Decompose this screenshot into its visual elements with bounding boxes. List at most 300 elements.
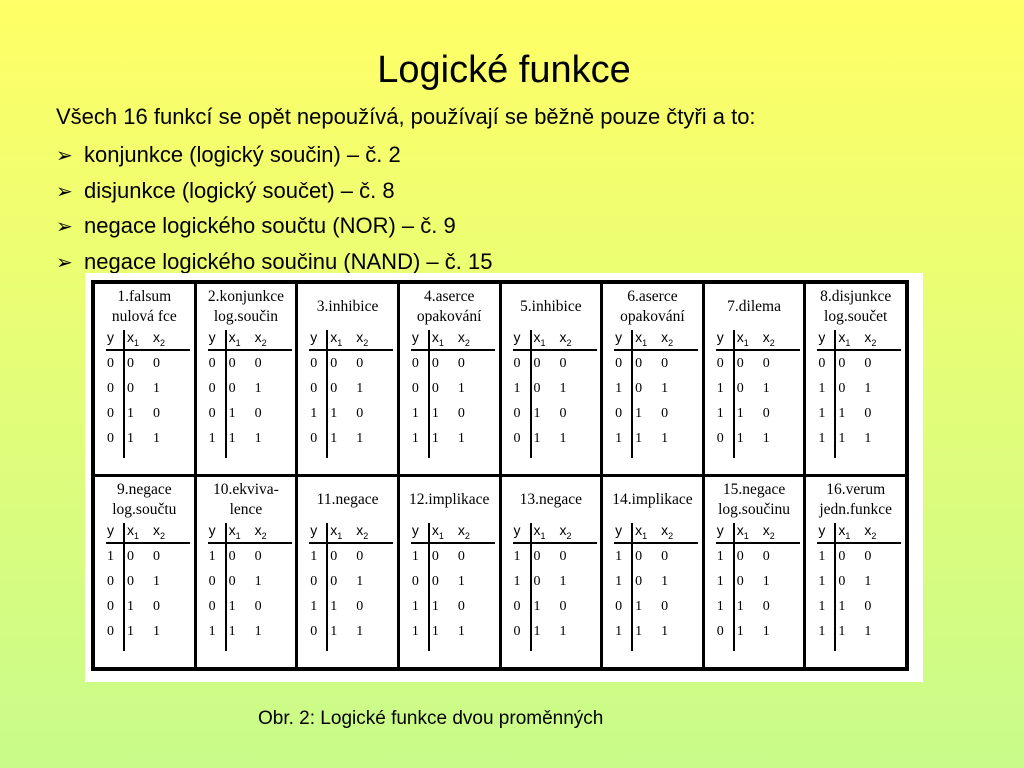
- input-value: 1: [127, 599, 134, 614]
- input-value: 0: [356, 549, 364, 564]
- variable-letter: x: [533, 329, 541, 345]
- input-value: 1: [153, 624, 160, 639]
- function-cell: [806, 284, 905, 474]
- input-value: 1: [254, 381, 262, 396]
- variable-letter: x: [864, 329, 872, 345]
- input-value: 1: [356, 624, 364, 639]
- function-label: [95, 286, 194, 328]
- variable-letter: x: [330, 329, 338, 345]
- function-cell: [400, 477, 499, 667]
- variable-subscript: 1: [743, 530, 749, 541]
- input-value: 1: [127, 406, 134, 421]
- header-rule: [716, 542, 800, 544]
- column-header-x2: [153, 522, 165, 541]
- input-value: 1: [533, 624, 541, 639]
- bullet-item: [56, 174, 492, 210]
- bullet-text: konjunkce (logický součin) – č. 2: [84, 142, 401, 167]
- input-value: 1: [228, 599, 236, 614]
- input-value: 0: [127, 574, 134, 589]
- truth-table-figure: [85, 273, 923, 682]
- output-value: 1: [818, 431, 826, 446]
- variable-letter: x: [153, 522, 160, 538]
- input-value: 1: [330, 406, 338, 421]
- header-rule: [106, 542, 190, 544]
- output-value: 0: [107, 381, 114, 396]
- column-divider: [834, 330, 836, 458]
- input-value: 1: [635, 624, 643, 639]
- output-value: 0: [615, 599, 623, 614]
- header-rule: [513, 542, 597, 544]
- output-value: 0: [107, 574, 114, 589]
- column-divider: [530, 523, 532, 651]
- output-value: 0: [615, 356, 623, 371]
- function-label-line: 6.aserce: [627, 288, 678, 305]
- function-cell: [298, 477, 397, 667]
- input-value: 1: [228, 431, 236, 446]
- output-value: 0: [411, 381, 419, 396]
- header-rule: [817, 349, 901, 351]
- variable-subscript: 2: [769, 337, 775, 348]
- output-value: 0: [310, 431, 318, 446]
- variable-subscript: 2: [668, 530, 674, 541]
- input-value: 0: [254, 406, 262, 421]
- input-value: 0: [431, 381, 439, 396]
- variable-letter: x: [457, 329, 465, 345]
- arrow-bullet-icon: ➢: [56, 145, 73, 167]
- function-cell: [705, 284, 804, 474]
- header-rule: [208, 542, 292, 544]
- column-header-x1: [534, 522, 546, 541]
- input-value: 1: [457, 431, 465, 446]
- input-value: 0: [559, 356, 567, 371]
- variable-letter: x: [635, 522, 643, 538]
- output-value: 0: [107, 356, 114, 371]
- input-value: 1: [635, 599, 643, 614]
- input-value: 0: [864, 599, 872, 614]
- function-label-line: log.součin: [213, 308, 279, 325]
- function-label-line: opakování: [620, 308, 685, 325]
- input-value: 0: [153, 406, 160, 421]
- input-value: 0: [736, 574, 744, 589]
- arrow-bullet-icon: ➢: [56, 216, 73, 238]
- input-value: 0: [330, 356, 338, 371]
- variable-subscript: 2: [261, 530, 267, 541]
- input-value: 0: [254, 599, 262, 614]
- input-value: 1: [457, 574, 465, 589]
- input-value: 0: [864, 406, 872, 421]
- bullet-list: [56, 138, 492, 280]
- input-value: 0: [533, 381, 541, 396]
- output-value: 0: [716, 624, 724, 639]
- column-header-y: y: [615, 522, 623, 538]
- input-value: 0: [356, 599, 364, 614]
- function-label: [400, 286, 499, 328]
- variable-letter: x: [228, 522, 236, 538]
- input-value: 0: [153, 549, 160, 564]
- output-value: 1: [716, 574, 724, 589]
- output-value: 0: [716, 431, 724, 446]
- output-value: 1: [208, 431, 216, 446]
- function-cell: [400, 284, 499, 474]
- input-value: 1: [661, 574, 669, 589]
- column-header-y: y: [818, 329, 826, 345]
- arrow-bullet-icon: ➢: [56, 251, 73, 274]
- header-rule: [614, 542, 698, 544]
- input-value: 1: [661, 431, 669, 446]
- column-header-x2: [661, 329, 673, 348]
- function-label-line: 12.implikace: [408, 491, 490, 508]
- input-value: 1: [559, 381, 567, 396]
- function-label-line: 14.implikace: [612, 491, 693, 508]
- function-label-line: 2.konjunkce: [207, 288, 285, 305]
- input-value: 1: [431, 599, 439, 614]
- output-value: 0: [411, 356, 419, 371]
- column-header-x2: [458, 522, 470, 541]
- input-value: 0: [736, 549, 744, 564]
- output-value: 0: [310, 356, 318, 371]
- input-value: 0: [864, 356, 872, 371]
- input-value: 0: [635, 356, 643, 371]
- input-value: 1: [457, 624, 465, 639]
- output-value: 1: [615, 381, 623, 396]
- column-header-y: y: [411, 329, 419, 345]
- input-value: 0: [762, 406, 770, 421]
- output-value: 0: [513, 406, 521, 421]
- variable-subscript: 1: [134, 337, 140, 348]
- function-label-line: 13.negace: [519, 491, 583, 508]
- variable-letter: x: [635, 329, 643, 345]
- variable-subscript: 1: [438, 337, 444, 348]
- input-value: 1: [762, 431, 770, 446]
- input-value: 1: [838, 406, 846, 421]
- input-value: 1: [228, 624, 236, 639]
- column-header-y: y: [310, 522, 318, 538]
- output-value: 1: [411, 549, 419, 564]
- output-value: 0: [513, 431, 521, 446]
- input-value: 0: [457, 406, 465, 421]
- variable-subscript: 2: [363, 530, 369, 541]
- output-value: 1: [411, 406, 419, 421]
- output-value: 1: [615, 431, 623, 446]
- variable-letter: x: [254, 522, 262, 538]
- function-label-line: 8.disjunkce: [820, 288, 892, 305]
- function-cell: [298, 284, 397, 474]
- input-value: 0: [838, 549, 846, 564]
- variable-subscript: 2: [261, 337, 267, 348]
- column-divider: [631, 330, 633, 458]
- variable-letter: x: [736, 522, 744, 538]
- column-header-x1: [229, 329, 241, 348]
- function-label: [502, 479, 601, 521]
- output-value: 1: [208, 549, 216, 564]
- output-value: 0: [716, 356, 724, 371]
- column-header-y: y: [310, 329, 318, 345]
- variable-subscript: 1: [743, 337, 749, 348]
- column-header-x1: [330, 329, 342, 348]
- input-value: 1: [661, 624, 669, 639]
- function-label-line: 7.dilema: [727, 298, 781, 315]
- function-label: [95, 479, 194, 521]
- input-value: 0: [153, 356, 160, 371]
- column-header-x2: [255, 522, 267, 541]
- header-rule: [614, 349, 698, 351]
- input-value: 1: [153, 431, 160, 446]
- output-value: 1: [513, 549, 521, 564]
- variable-letter: x: [330, 522, 338, 538]
- variable-subscript: 1: [642, 530, 648, 541]
- input-value: 1: [736, 624, 744, 639]
- input-value: 1: [864, 381, 872, 396]
- column-header-x2: [255, 329, 267, 348]
- column-divider: [225, 523, 227, 651]
- function-label-line: log.součtu: [112, 501, 177, 518]
- variable-subscript: 2: [363, 337, 369, 348]
- column-divider: [428, 330, 430, 458]
- function-label: [298, 286, 397, 328]
- input-value: 1: [431, 431, 439, 446]
- bullet-item: [56, 209, 492, 245]
- column-divider: [123, 523, 125, 651]
- column-header-y: y: [716, 329, 724, 345]
- input-value: 1: [228, 406, 236, 421]
- column-divider: [123, 330, 125, 458]
- variable-letter: x: [356, 522, 364, 538]
- input-value: 0: [736, 381, 744, 396]
- column-divider: [733, 523, 735, 651]
- column-header-x2: [560, 329, 572, 348]
- column-header-y: y: [411, 522, 419, 538]
- output-value: 1: [107, 549, 114, 564]
- function-cell: [502, 477, 601, 667]
- output-value: 0: [310, 624, 318, 639]
- variable-letter: x: [228, 329, 236, 345]
- input-value: 1: [457, 381, 465, 396]
- input-value: 0: [457, 356, 465, 371]
- function-cell: [197, 477, 296, 667]
- header-rule: [309, 542, 393, 544]
- function-label-line: 5.inhibice: [520, 298, 582, 315]
- input-value: 0: [228, 574, 236, 589]
- input-value: 0: [254, 549, 262, 564]
- input-value: 0: [228, 549, 236, 564]
- output-value: 0: [107, 406, 114, 421]
- output-value: 0: [513, 356, 521, 371]
- variable-letter: x: [127, 522, 134, 538]
- column-divider: [428, 523, 430, 651]
- column-header-y: y: [513, 329, 521, 345]
- variable-subscript: 2: [871, 337, 877, 348]
- input-value: 0: [762, 599, 770, 614]
- variable-letter: x: [661, 522, 669, 538]
- function-label: [806, 479, 905, 521]
- input-value: 0: [431, 356, 439, 371]
- function-label-line: 4.aserce: [424, 288, 475, 305]
- column-header-x1: [127, 522, 139, 541]
- output-value: 0: [107, 624, 114, 639]
- input-value: 0: [153, 599, 160, 614]
- function-label: [298, 479, 397, 521]
- variable-letter: x: [356, 329, 364, 345]
- variable-letter: x: [457, 522, 465, 538]
- input-value: 1: [762, 574, 770, 589]
- output-value: 1: [208, 624, 216, 639]
- output-value: 1: [716, 381, 724, 396]
- function-label: [603, 286, 702, 328]
- column-header-x2: [153, 329, 165, 348]
- variable-subscript: 2: [668, 337, 674, 348]
- function-cell: [197, 284, 296, 474]
- header-rule: [106, 349, 190, 351]
- input-value: 0: [635, 574, 643, 589]
- column-header-x1: [635, 329, 647, 348]
- function-label: [197, 286, 296, 328]
- function-label: [502, 286, 601, 328]
- output-value: 0: [818, 356, 826, 371]
- column-header-y: y: [208, 522, 216, 538]
- output-value: 1: [818, 406, 826, 421]
- input-value: 1: [533, 431, 541, 446]
- column-header-x1: [838, 329, 850, 348]
- column-header-y: y: [107, 329, 114, 345]
- output-value: 1: [310, 406, 318, 421]
- header-rule: [411, 349, 495, 351]
- input-value: 0: [838, 356, 846, 371]
- variable-subscript: 1: [642, 337, 648, 348]
- input-value: 1: [864, 624, 872, 639]
- variable-letter: x: [153, 329, 160, 345]
- input-value: 1: [736, 406, 744, 421]
- column-divider: [733, 330, 735, 458]
- function-label-line: lence: [229, 501, 263, 518]
- output-value: 1: [411, 624, 419, 639]
- output-value: 0: [615, 406, 623, 421]
- function-label: [400, 479, 499, 521]
- variable-letter: x: [762, 522, 770, 538]
- truth-table-grid: [91, 280, 909, 671]
- bullet-text: negace logického součtu (NOR) – č. 9: [84, 213, 456, 238]
- output-value: 1: [310, 599, 318, 614]
- output-value: 0: [107, 599, 114, 614]
- function-label-line: 16.verum: [826, 481, 886, 498]
- arrow-bullet-icon: ➢: [56, 180, 73, 203]
- variable-letter: x: [661, 329, 669, 345]
- variable-letter: x: [736, 329, 744, 345]
- variable-subscript: 2: [566, 530, 572, 541]
- input-value: 1: [356, 574, 364, 589]
- output-value: 0: [208, 381, 216, 396]
- column-header-x1: [127, 329, 139, 348]
- input-value: 1: [330, 431, 338, 446]
- function-label-line: 11.negace: [316, 491, 379, 508]
- input-value: 1: [533, 406, 541, 421]
- output-value: 0: [513, 599, 521, 614]
- output-value: 1: [615, 574, 623, 589]
- input-value: 0: [864, 549, 872, 564]
- column-header-x2: [661, 522, 673, 541]
- variable-letter: x: [127, 329, 134, 345]
- input-value: 1: [127, 624, 134, 639]
- function-label-line: 15.negace: [722, 481, 786, 498]
- column-header-y: y: [107, 522, 114, 538]
- column-header-x2: [864, 329, 876, 348]
- output-value: 1: [411, 599, 419, 614]
- variable-subscript: 1: [235, 337, 241, 348]
- input-value: 0: [356, 406, 364, 421]
- function-cell: [502, 284, 601, 474]
- header-rule: [817, 542, 901, 544]
- function-label: [705, 286, 804, 328]
- input-value: 0: [661, 406, 669, 421]
- column-header-y: y: [208, 329, 216, 345]
- input-value: 0: [533, 549, 541, 564]
- column-header-x1: [432, 329, 444, 348]
- input-value: 0: [762, 356, 770, 371]
- input-value: 0: [254, 356, 262, 371]
- function-label: [705, 479, 804, 521]
- function-label-line: jedn.funkce: [819, 501, 893, 518]
- input-value: 1: [127, 431, 134, 446]
- column-header-y: y: [818, 522, 826, 538]
- function-label-line: 9.negace: [116, 481, 172, 498]
- input-value: 0: [661, 549, 669, 564]
- column-divider: [326, 330, 328, 458]
- input-value: 0: [431, 574, 439, 589]
- column-header-x2: [763, 329, 775, 348]
- function-label-line: log.součet: [824, 308, 888, 325]
- input-value: 1: [559, 431, 567, 446]
- column-divider: [225, 330, 227, 458]
- input-value: 0: [661, 599, 669, 614]
- variable-letter: x: [533, 522, 541, 538]
- output-value: 1: [615, 624, 623, 639]
- output-value: 1: [818, 574, 826, 589]
- variable-subscript: 2: [160, 337, 166, 348]
- column-header-x1: [534, 329, 546, 348]
- function-label-line: opakování: [416, 308, 482, 325]
- output-value: 0: [310, 381, 318, 396]
- column-header-x2: [763, 522, 775, 541]
- input-value: 1: [559, 624, 567, 639]
- input-value: 0: [228, 356, 236, 371]
- output-value: 1: [818, 599, 826, 614]
- column-header-x1: [229, 522, 241, 541]
- input-value: 1: [635, 406, 643, 421]
- function-cell: [603, 284, 702, 474]
- function-cell: [95, 477, 194, 667]
- output-value: 1: [818, 549, 826, 564]
- column-divider: [834, 523, 836, 651]
- input-value: 1: [431, 406, 439, 421]
- output-value: 0: [208, 574, 216, 589]
- variable-letter: x: [762, 329, 770, 345]
- variable-subscript: 2: [464, 530, 470, 541]
- function-cell: [705, 477, 804, 667]
- variable-subscript: 1: [845, 530, 851, 541]
- input-value: 1: [661, 381, 669, 396]
- function-label-line: nulová fce: [111, 308, 177, 325]
- function-label-line: log.součinu: [718, 501, 791, 518]
- column-header-y: y: [615, 329, 623, 345]
- input-value: 1: [736, 599, 744, 614]
- input-value: 0: [533, 356, 541, 371]
- column-header-y: y: [716, 522, 724, 538]
- column-header-x1: [838, 522, 850, 541]
- input-value: 0: [127, 381, 134, 396]
- variable-letter: x: [559, 329, 567, 345]
- variable-letter: x: [431, 522, 439, 538]
- input-value: 0: [559, 549, 567, 564]
- variable-subscript: 1: [845, 337, 851, 348]
